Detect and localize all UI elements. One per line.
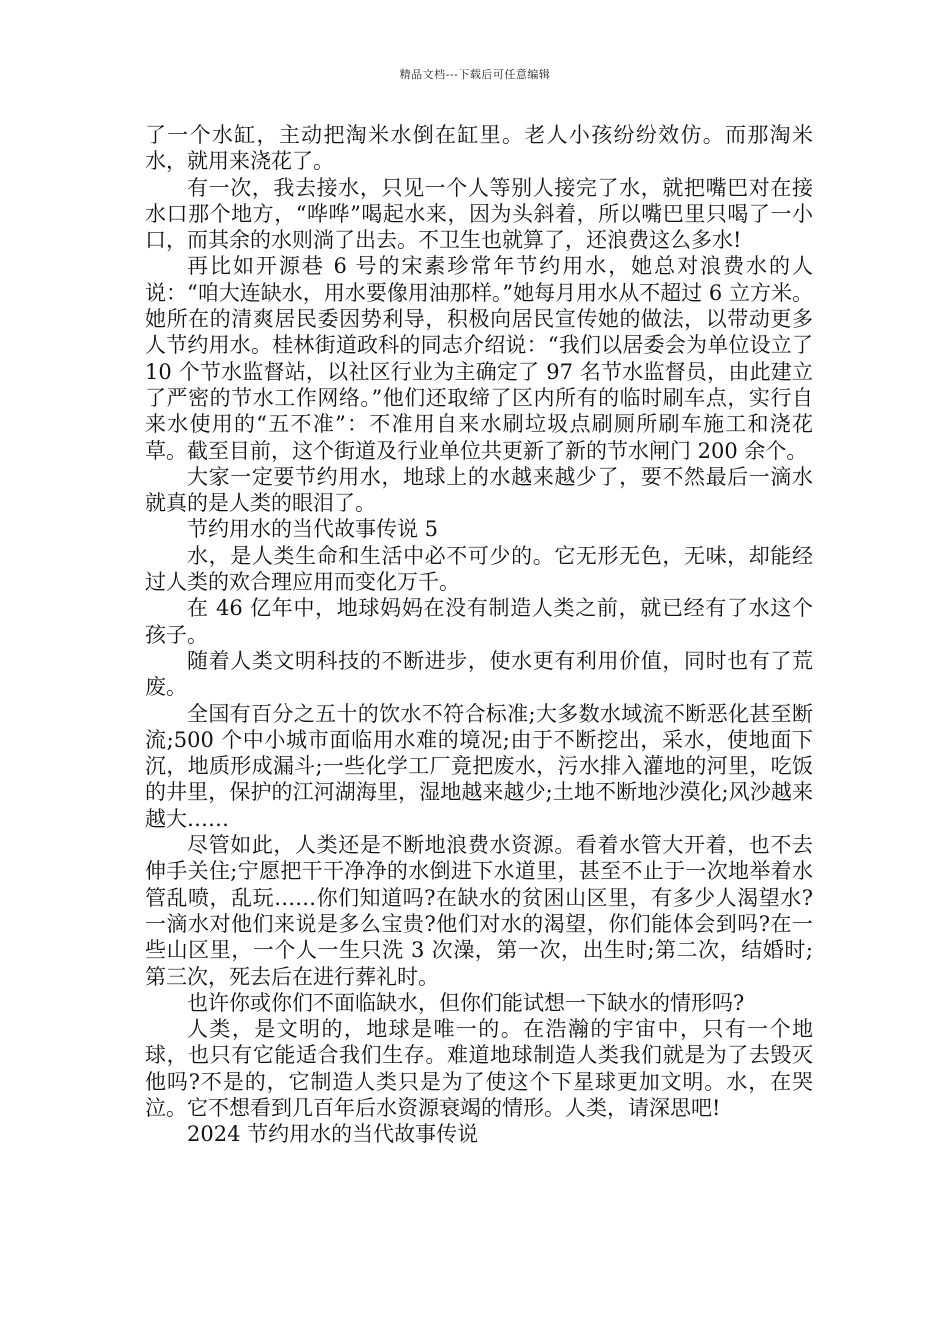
paragraph: 人类，是文明的，地球是唯一的。在浩瀚的宇宙中，只有一个地球，也只有它能适合我们生存。难道地球制造人类我们就是为了去毁灭他吗?不是的，它制造人类只是为了使这个下星球更加文明。水，在哭泣。它不想看到几百年后水资源衰竭的情形。人类，请深思吧!: [145, 1017, 813, 1120]
paragraph: 尽管如此，人类还是不断地浪费水资源。看着水管大开着，也不去伸手关住;宁愿把干干净净的水倒进下水道里，甚至不止于一次地举着水管乱喷，乱玩……你们知道吗?在缺水的贫困山区里，有多少人渴望水?一滴水对他们来说是多么宝贵?他们对水的渴望，你们能体会到吗?在一些山区里，一个人一生只洗 3 次澡，第一次，出生时;第二次，结婚时;第三次，死去后在进行葬礼时。: [145, 833, 813, 989]
paragraph: 再比如开源巷 6 号的宋素珍常年节约用水，她总对浪费水的人说：“咱大连缺水，用水要像用油那样。”她每月用水从不超过 6 立方米。她所在的清爽居民委因势利导，积极向居民宣传她的做法，以带动更多人节约用水。桂林街道政科的同志介绍说：“我们以居委会为单位设立了 10 个节水监督站，以社区行业为主确定了 97 名节水监督员，由此建立了严密的节水工作网络。”他们还取缔了区内所有的临时刷车点，实行自来水使用的“五不准”：不准用自来水刷垃圾点刷厕所刷车施工和浇花草。截至目前，这个街道及行业单位共更新了新的节水闸门 200 余个。: [145, 254, 813, 463]
paragraph: 在 46 亿年中，地球妈妈在没有制造人类之前，就已经有了水这个孩子。: [145, 596, 813, 647]
paragraph: 随着人类文明科技的不断进步，使水更有利用价值，同时也有了荒废。: [145, 648, 813, 700]
paragraph: 了一个水缸，主动把淘米水倒在缸里。老人小孩纷纷效仿。而那淘米水，就用来浇花了。: [145, 123, 813, 174]
paragraph: 有一次，我去接水，只见一个人等别人接完了水，就把嘴巴对在接水口那个地方，“哗哗”喝起水来，因为头斜着，所以嘴巴里只喝了一小口，而其余的水则淌了出去。不卫生也就算了，还浪费这么多水!: [145, 175, 813, 253]
document-title-footer: 2024 节约用水的当代故事传说: [187, 1122, 479, 1147]
document-body: [145, 122, 813, 1148]
paragraph: 全国有百分之五十的饮水不符合标准;大多数水域流不断恶化甚至断流;500 个中小城市面临用水难的境况;由于不断挖出，采水，使地面下沉，地质形成漏斗;一些化学工厂竟把废水，污水排入灌地的河里，吃饭的井里，保护的江河湖海里，湿地越来越少;土地不断地沙漠化;风沙越来越大……: [145, 701, 813, 831]
section-heading: 节约用水的当代故事传说 5: [187, 517, 439, 542]
paragraph: 水，是人类生命和生活中必不可少的。它无形无色，无味，却能经过人类的欢合理应用而变化万千。: [145, 543, 813, 595]
paragraph: 大家一定要节约用水，地球上的水越来越少了，要不然最后一滴水就真的是人类的眼泪了。: [145, 464, 813, 516]
page-header: 精品文档---下载后可任意编辑: [399, 68, 551, 81]
paragraph: 也许你或你们不面临缺水，但你们能试想一下缺水的情形吗?: [187, 990, 745, 1015]
